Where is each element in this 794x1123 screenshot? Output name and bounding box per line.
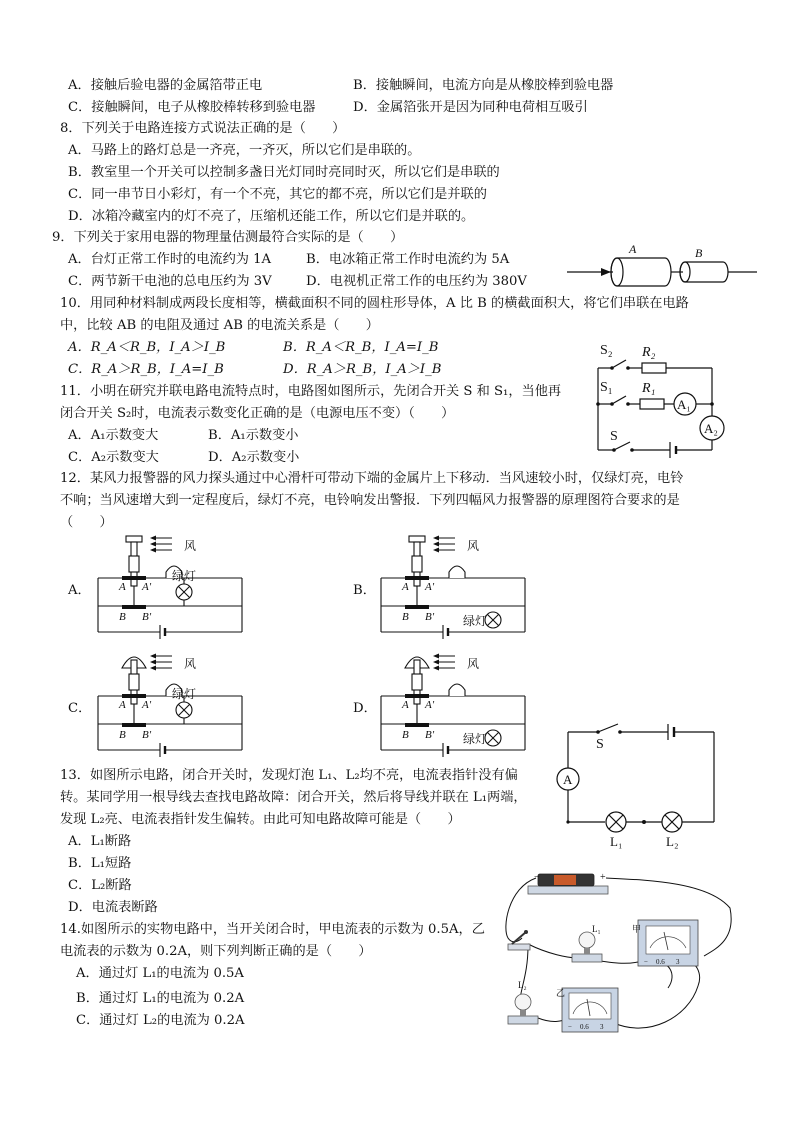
q12-option-b: B． xyxy=(353,583,376,598)
q13-label-l1: L₁ xyxy=(610,834,623,849)
q13-label-l2: L₂ xyxy=(666,834,679,849)
q12-option-a: A． xyxy=(68,583,91,598)
q9-stem: 9．下列关于家用电器的物理量估测最符合实际的是（ ） xyxy=(52,230,404,245)
wind-label: 风 xyxy=(467,539,480,553)
q13-option-c: C．L₂断路 xyxy=(68,878,132,893)
wind-label: 风 xyxy=(467,657,480,671)
q9-option-c: C．两节新干电池的总电压约为 3V xyxy=(68,274,272,289)
q12-stem-2: 不响；当风速增大到一定程度后，绿灯不亮，电铃响发出警报．下列四幅风力报警器的原理图符合要求的是 xyxy=(60,493,680,508)
contact-b-label: B xyxy=(402,611,409,623)
q11-label-a1: A₁ xyxy=(677,397,691,412)
q11-option-d: D．A₂示数变小 xyxy=(208,450,300,465)
contact-b-label: B xyxy=(402,729,409,741)
q11-label-a2: A₂ xyxy=(704,421,718,436)
contact-b2-label: B′ xyxy=(142,729,152,741)
q11-option-b: B．A₁示数变小 xyxy=(208,428,299,443)
q13-label-a: A xyxy=(563,772,573,787)
green-lamp-label: 绿灯 xyxy=(463,732,488,746)
q10-conductor-figure xyxy=(565,242,765,292)
q10-option-b: B．R_A＜R_B，I_A=I_B xyxy=(283,340,439,355)
wind-label: 风 xyxy=(184,657,197,671)
q14-yi-3: 3 xyxy=(600,1023,604,1031)
q14-stem-2: 电流表的示数为 0.2A，则下列判断正确的是（ ） xyxy=(60,944,372,959)
green-lamp-label: 绿灯 xyxy=(172,569,197,583)
q13-option-b: B．L₁短路 xyxy=(68,856,132,871)
q8-option-a: A．马路上的路灯总是一齐亮，一齐灭，所以它们是串联的。 xyxy=(68,143,421,158)
q14-battery-plus-label: + xyxy=(600,872,606,883)
q11-label-s1: S₁ xyxy=(600,380,613,395)
q7-option-b: B．接触瞬间，电流方向是从橡胶棒到验电器 xyxy=(353,78,614,93)
q9-option-b: B．电冰箱正常工作时电流约为 5A xyxy=(306,252,510,267)
q11-circuit-figure xyxy=(592,338,732,463)
q12-option-c: C． xyxy=(68,701,92,716)
contact-a2-label: A′ xyxy=(425,581,435,593)
q14-battery-minus-label: − xyxy=(534,872,540,883)
contact-a2-label: A′ xyxy=(425,699,435,711)
contact-a2-label: A′ xyxy=(142,699,152,711)
q13-circuit-figure xyxy=(558,722,718,847)
q7-option-c: C．接触瞬间，电子从橡胶棒转移到验电器 xyxy=(68,100,316,115)
q14-label-l1: L₁ xyxy=(592,924,601,934)
contact-a-label: A xyxy=(402,699,409,711)
q8-option-b: B．教室里一个开关可以控制多盏日光灯同时亮同时灭，所以它们是串联的 xyxy=(68,165,500,180)
q13-option-a: A．L₁断路 xyxy=(68,834,132,849)
q14-option-a: A．通过灯 L₁的电流为 0.5A xyxy=(76,966,244,981)
q11-stem-2: 闭合开关 S₂时，电流表示数变化正确的是（电源电压不变）（ ） xyxy=(60,406,455,421)
q13-label-s: S xyxy=(596,737,604,752)
q7-option-d: D．金属箔张开是因为同种电荷相互吸引 xyxy=(353,100,588,115)
q14-stem-1: 14.如图所示的实物电路中，当开关闭合时，甲电流表的示数为 0.5A，乙 xyxy=(60,922,485,937)
q11-option-a: A．A₁示数变大 xyxy=(68,428,159,443)
contact-a-label: A xyxy=(119,699,126,711)
wind-label: 风 xyxy=(184,539,197,553)
q10-label-a: A xyxy=(629,242,637,256)
contact-b-label: B xyxy=(119,729,126,741)
q9-option-a: A．台灯正常工作时的电流约为 1A xyxy=(68,252,272,267)
q14-label-l2: L₂ xyxy=(518,980,527,990)
contact-a-label: A xyxy=(119,581,126,593)
contact-b-label: B xyxy=(119,611,126,623)
q10-option-a: A．R_A＜R_B，I_A＞I_B xyxy=(68,340,226,355)
q12-figure-b xyxy=(375,530,535,635)
q14-option-c: C．通过灯 L₂的电流为 0.2A xyxy=(76,1013,245,1028)
q10-stem-1: 10．用同种材料制成两段长度相等，横截面积不同的圆柱形导体，A 比 B 的横截面积大，将它们串联在电路 xyxy=(60,296,689,311)
q11-label-r2: R₂ xyxy=(642,345,656,360)
q14-jia-minus: − xyxy=(644,958,648,966)
q14-yi-minus: − xyxy=(568,1023,572,1031)
q14-label-jia: 甲 xyxy=(632,924,642,934)
q14-label-yi: 乙 xyxy=(556,988,566,998)
q12-figure-d xyxy=(375,648,535,753)
green-lamp-label: 绿灯 xyxy=(463,614,488,628)
q11-label-s2: S₂ xyxy=(600,343,613,358)
green-lamp-label: 绿灯 xyxy=(172,687,197,701)
q11-option-c: C．A₂示数变大 xyxy=(68,450,159,465)
q14-physical-circuit-figure xyxy=(498,868,738,1043)
q10-option-c: C．R_A＞R_B，I_A=I_B xyxy=(68,362,224,377)
contact-b2-label: B′ xyxy=(425,729,435,741)
contact-a2-label: A′ xyxy=(142,581,152,593)
q12-figure-c xyxy=(92,648,252,753)
contact-b2-label: B′ xyxy=(425,611,435,623)
q14-jia-06: 0.6 xyxy=(656,958,665,966)
q13-option-d: D．电流表断路 xyxy=(68,900,158,915)
q8-option-c: C．同一串节日小彩灯，有一个不亮，其它的都不亮，所以它们是并联的 xyxy=(68,187,487,202)
q12-stem-3: （ ） xyxy=(60,515,113,530)
contact-b2-label: B′ xyxy=(142,611,152,623)
q7-option-a: A．接触后验电器的金属箔带正电 xyxy=(68,78,263,93)
q14-yi-06: 0.6 xyxy=(580,1023,589,1031)
q11-stem-1: 11．小明在研究并联电路电流特点时，电路图如图所示，先闭合开关 S 和 S₁，当他再 xyxy=(60,384,562,399)
q10-stem-2: 中，比较 AB 的电阻及通过 AB 的电流关系是（ ） xyxy=(60,318,379,333)
q13-stem-2: 转。某同学用一根导线去查找电路故障：闭合开关，然后将导线并联在 L₁两端， xyxy=(60,790,527,805)
q12-option-d: D． xyxy=(353,701,377,716)
q11-label-s: S xyxy=(610,429,618,444)
q10-option-d: D．R_A＞R_B，I_A＞I_B xyxy=(283,362,442,377)
q14-option-b: B．通过灯 L₁的电流为 0.2A xyxy=(76,991,245,1006)
q13-stem-3: 发现 L₂亮、电流表指针发生偏转。由此可知电路故障可能是（ ） xyxy=(60,812,461,827)
q11-label-r1: R₁ xyxy=(642,381,656,396)
q13-stem-1: 13．如图所示电路，闭合开关时，发现灯泡 L₁、L₂均不亮，电流表指针没有偏 xyxy=(60,768,518,783)
q9-option-d: D．电视机正常工作的电压约为 380V xyxy=(306,274,527,289)
q8-stem: 8．下列关于电路连接方式说法正确的是（ ） xyxy=(60,121,346,136)
q12-stem-1: 12．某风力报警器的风力探头通过中心滑杆可带动下端的金属片上下移动．当风速较小时，仅绿灯亮，电铃 xyxy=(60,471,684,486)
q10-label-b: B xyxy=(695,246,703,260)
q12-figure-a xyxy=(92,530,252,635)
contact-a-label: A xyxy=(402,581,409,593)
q8-option-d: D．冰箱冷藏室内的灯不亮了，压缩机还能工作，所以它们是并联的。 xyxy=(68,209,475,224)
q14-jia-3: 3 xyxy=(676,958,680,966)
